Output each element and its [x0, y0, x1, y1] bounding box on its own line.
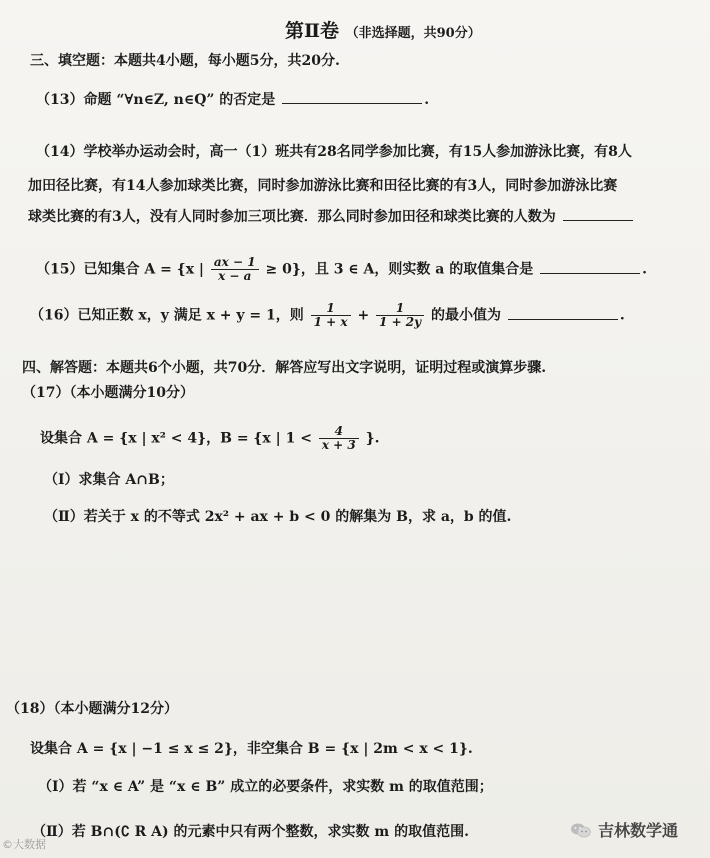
q15-frac-denominator: x − a [218, 269, 252, 283]
q16-fraction-2 [376, 302, 424, 329]
q18-header: （18）（本小题满分12分） [6, 701, 178, 717]
q18-part-1: （Ⅰ）若 “x ∈ A” 是 “x ∈ B” 成立的必要条件，求实数 m 的取值范围； [38, 779, 493, 795]
q14-line-2: 加田径比赛，有14人参加球类比赛，同时参加游泳比赛和田径比赛的有3人，同时参加游泳比赛 [28, 178, 618, 194]
q17-set-suffix: }. [365, 430, 380, 447]
q15-frac-numerator: ax − 1 [211, 256, 259, 270]
watermark-right [570, 818, 678, 841]
q16-prefix: （16）已知正数 x，y 满足 x + y = 1，则 [30, 307, 304, 324]
q16-end: . [619, 307, 625, 324]
q18-set-definition: 设集合 A = {x | −1 ≤ x ≤ 2}，非空集合 B = {x | 2m < x < 1}. [30, 741, 473, 757]
q17-frac-numerator: 4 [319, 425, 359, 439]
q13-answer-blank [282, 91, 422, 104]
q16-frac1-numerator: 1 [311, 302, 351, 316]
watermark-right-text: 吉林数学通 [598, 821, 679, 840]
q16-fraction-1 [311, 302, 351, 329]
q16-frac2-denominator: 1 + 2y [379, 315, 422, 329]
question-15 [36, 256, 647, 283]
part-title-main: 第Ⅱ卷 [285, 20, 340, 42]
question-16 [30, 302, 625, 329]
q15-end: . [642, 261, 647, 278]
q15-answer-blank [540, 261, 640, 274]
q17-header: （17）（本小题满分10分） [22, 385, 194, 401]
part-title [285, 16, 481, 43]
q15-fraction [211, 256, 259, 283]
q17-part-1: （Ⅰ）求集合 A∩B； [44, 472, 174, 488]
q13-text: （13）命题 “∀n∈Z, n∈Q” 的否定是 [36, 92, 276, 108]
q13-end: . [424, 92, 430, 108]
q16-answer-blank [508, 307, 618, 320]
section-4-heading: 四、解答题：本题共6个小题，共70分．解答应写出文字说明，证明过程或演算步骤. [22, 360, 547, 376]
part-title-subtitle: （非选择题，共90分） [345, 26, 481, 41]
q15-prefix: （15）已知集合 A = {x | [36, 261, 205, 278]
q15-suffix: ≥ 0}，且 3 ∈ A，则实数 a 的取值集合是 [265, 261, 534, 278]
q18-part-2: （Ⅱ）若 B∩(∁ R A) 的元素中只有两个整数，求实数 m 的取值范围. [32, 824, 469, 840]
q17-frac-denominator: x + 3 [321, 438, 356, 452]
q14-line-3 [28, 208, 635, 226]
q14-line-1: （14）学校举办运动会时，高一（1）班共有28名同学参加比赛，有15人参加游泳比赛，有8人 [36, 144, 632, 160]
q16-suffix: 的最小值为 [431, 307, 502, 324]
q17-fraction [319, 425, 359, 452]
q14-line-3-text: 球类比赛的有3人，没有人同时参加三项比赛．那么同时参加田径和球类比赛的人数为 [28, 209, 556, 225]
q14-answer-blank [563, 208, 633, 221]
question-13 [36, 91, 429, 109]
q17-set-prefix: 设集合 A = {x | x² < 4}，B = {x | 1 < [40, 430, 312, 447]
section-3-heading: 三、填空题：本题共4小题，每小题5分，共20分. [30, 53, 340, 69]
wechat-icon [570, 822, 592, 838]
q17-part-2: （Ⅱ）若关于 x 的不等式 2x² + ax + b < 0 的解集为 B，求 a，b 的值. [44, 509, 512, 525]
watermark-left: ©大数据 [2, 838, 46, 851]
q16-frac2-numerator: 1 [376, 302, 424, 316]
q16-plus: + [357, 307, 370, 324]
q17-set-definition [40, 425, 380, 452]
q16-frac1-denominator: 1 + x [313, 315, 348, 329]
